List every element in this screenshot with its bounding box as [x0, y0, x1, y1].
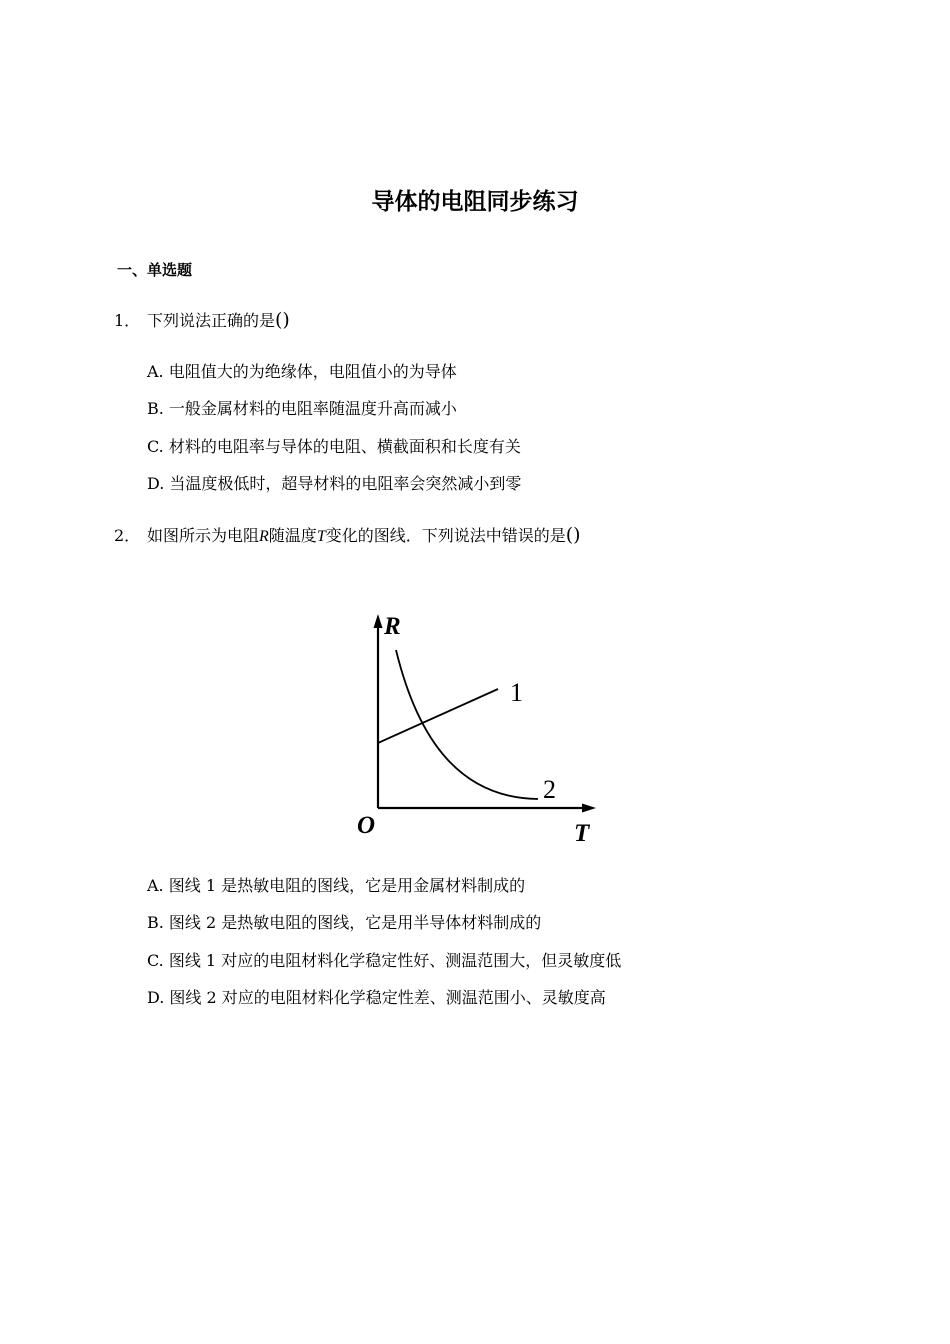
option-a: A. 电阻值大的为绝缘体，电阻值小的为导体: [147, 362, 457, 381]
y-axis-arrow: [374, 614, 383, 628]
origin-label: O: [357, 812, 376, 839]
page-title: 导体的电阻同步练习: [371, 189, 579, 215]
resistance-temperature-graph: [352, 606, 602, 848]
option-c: C. 材料的电阻率与导体的电阻、横截面积和长度有关: [147, 437, 521, 456]
option-b: B. 一般金属材料的电阻率随温度升高而减小: [147, 399, 457, 418]
question-text: 变化的图线．下列说法中错误的是: [325, 526, 566, 545]
option-d: D. 当温度极低时，超导材料的电阻率会突然减小到零: [147, 474, 522, 493]
question-text: 如图所示为电阻: [147, 526, 260, 545]
section-heading: 一、单选题: [117, 261, 193, 279]
x-axis-label: T: [574, 820, 590, 847]
option-d: D. 图线 2 对应的电阻材料化学稳定性差、测温范围小、灵敏度高: [147, 988, 606, 1007]
question-number: 2．: [114, 526, 141, 545]
question-text: 随温度: [268, 526, 317, 545]
line-2-label: 2: [543, 775, 556, 804]
question-1: [114, 308, 290, 331]
variable-r: R: [259, 528, 269, 545]
x-axis-arrow: [582, 804, 596, 813]
y-axis-label: R: [384, 613, 401, 640]
option-a: A. 图线 1 是热敏电阻的图线，它是用金属材料制成的: [147, 876, 526, 895]
graph-line-1: [378, 689, 498, 743]
question-2: [114, 523, 581, 546]
option-c: C. 图线 1 对应的电阻材料化学稳定性好、测温范围大，但灵敏度低: [147, 951, 622, 970]
question-number: 1．: [114, 311, 141, 330]
option-b: B. 图线 2 是热敏电阻的图线，它是用半导体材料制成的: [147, 913, 542, 932]
answer-paren: (): [275, 309, 290, 331]
answer-paren: (): [565, 524, 581, 546]
question-text: 下列说法正确的是: [147, 311, 276, 330]
variable-t: T: [316, 528, 326, 545]
line-1-label: 1: [510, 678, 523, 707]
